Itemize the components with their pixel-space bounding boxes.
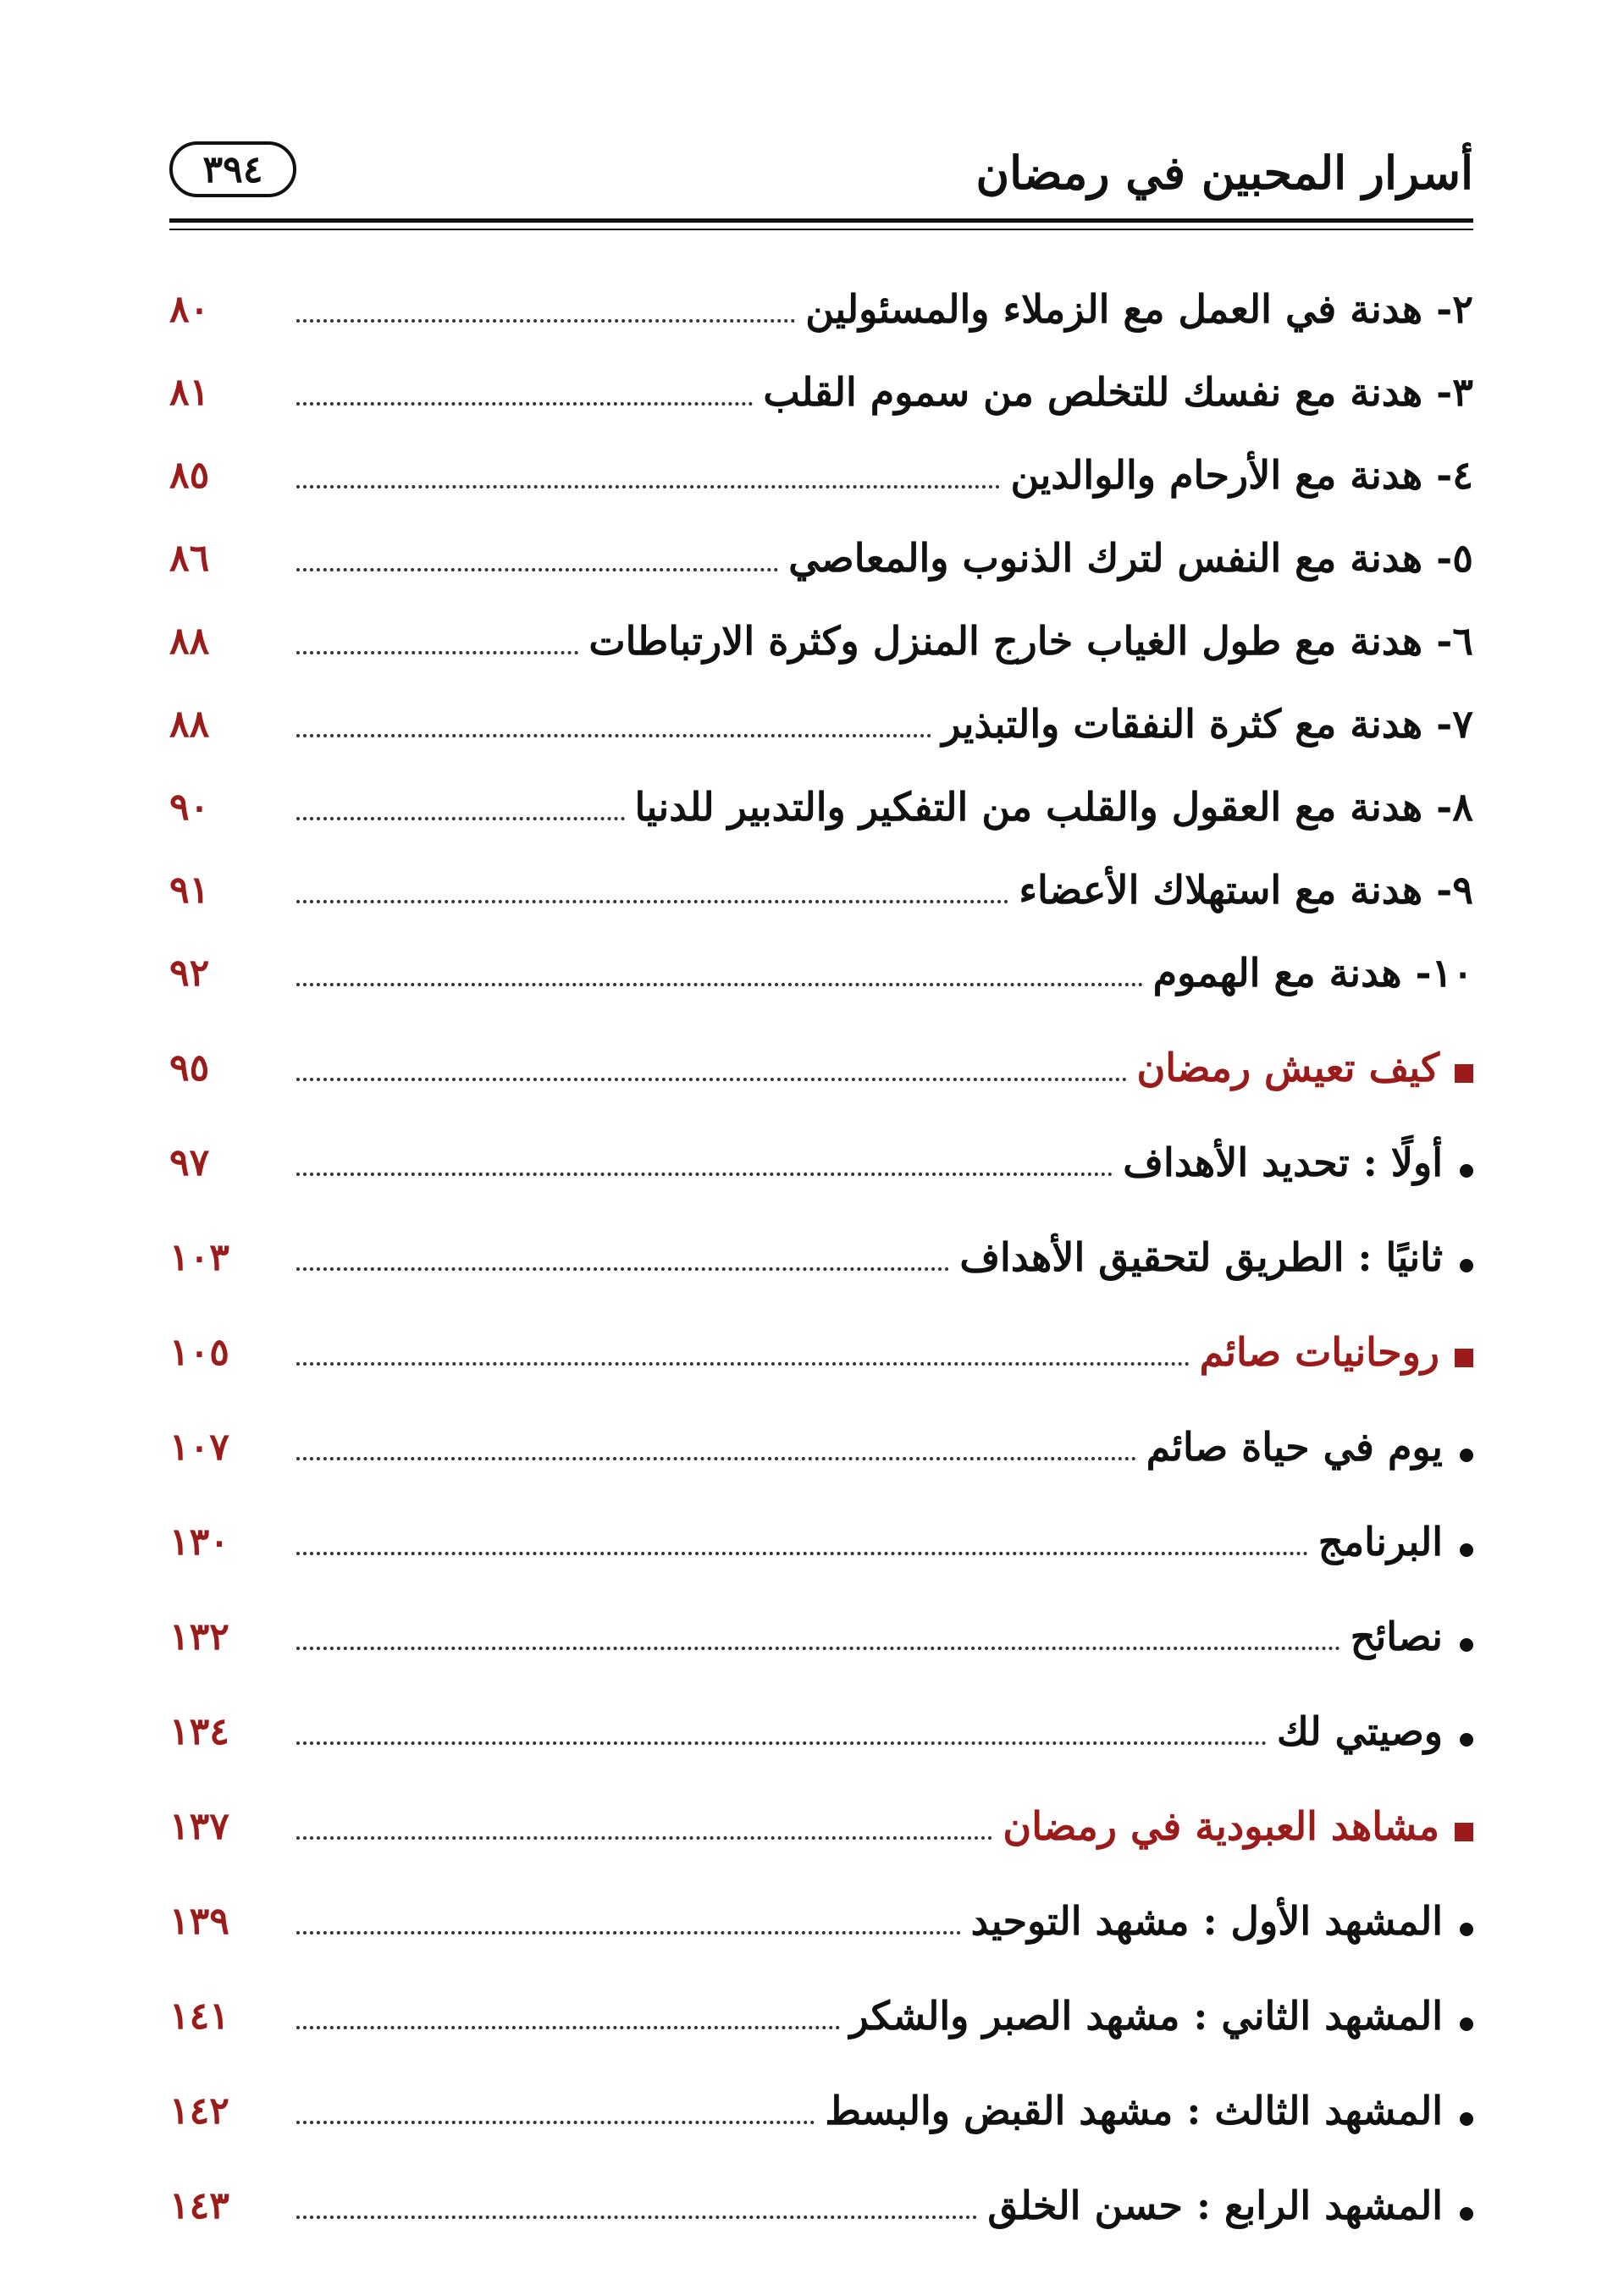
toc-entry-title: وصيتي لك (1276, 1708, 1443, 1754)
toc-entry-title: المشهد الثاني : مشهد الصبر والشكر (849, 1992, 1443, 2039)
toc-page-number: ٨١ (169, 371, 210, 415)
dot-leader (296, 402, 753, 406)
dot-leader (296, 1173, 1113, 1176)
toc-page-number: ١٠٧ (169, 1426, 229, 1470)
dot-leader (296, 485, 1000, 488)
toc-entry[interactable] (169, 424, 1473, 507)
toc-entry-title: يوم في حياة صائم (1146, 1423, 1443, 1470)
bullet-dot-icon (1460, 1923, 1473, 1936)
toc-page-number: ٨٥ (169, 454, 210, 498)
toc-entry[interactable] (169, 1396, 1473, 1479)
toc-entry[interactable] (169, 341, 1473, 424)
dot-leader (296, 1836, 992, 1840)
toc-page-number: ٩٠ (169, 786, 210, 830)
toc-entry-title: ٤- هدنة مع الأرحام والوالدين (1010, 451, 1473, 498)
dot-leader (296, 568, 778, 571)
toc-entry[interactable] (169, 2155, 1473, 2238)
toc-entry[interactable] (169, 258, 1473, 341)
toc-entry-title: ٩- هدنة مع استهلاك الأعضاء (1019, 866, 1473, 913)
dot-leader (296, 2121, 815, 2124)
dot-leader (296, 900, 1008, 903)
toc-entry-title: البرنامج (1317, 1518, 1443, 1565)
toc-page-number: ١٤٣ (169, 2184, 229, 2228)
toc-entry[interactable] (169, 507, 1473, 590)
header-rule-thin (169, 229, 1473, 230)
toc-page-number: ٨٨ (169, 620, 210, 664)
dot-leader (296, 319, 795, 323)
section-square-icon (1455, 1349, 1473, 1367)
toc-entry[interactable] (169, 1206, 1473, 1289)
bullet-dot-icon (1460, 1543, 1473, 1557)
bullet-dot-icon (1460, 1259, 1473, 1272)
toc-entry[interactable] (169, 2060, 1473, 2143)
toc-entry[interactable] (169, 1965, 1473, 2048)
toc-entry-title: ٦- هدنة مع طول الغياب خارج المنزل وكثرة الارتباطات (588, 617, 1473, 664)
toc-page-number: ٩٧ (169, 1141, 210, 1185)
toc-entry-title: نصائح (1350, 1613, 1443, 1659)
toc-page-number: ٩٥ (169, 1046, 210, 1090)
toc-entry-title: المشهد الثالث : مشهد القبض والبسط (825, 2087, 1443, 2133)
toc-page-number: ١٣٤ (169, 1710, 229, 1754)
toc-entry[interactable] (169, 1112, 1473, 1195)
toc-entry-title: أولًا : تحديد الأهداف (1123, 1139, 1443, 1185)
toc-entry-title: المشهد الرابع : حسن الخلق (987, 2182, 1443, 2228)
toc-entry-title: ٨- هدنة مع العقول والقلب من التفكير والتدبير للدنيا (634, 783, 1473, 830)
toc-page-number: ١٣٢ (169, 1615, 229, 1659)
toc-entry[interactable] (169, 590, 1473, 673)
toc-entry-title: ١٠- هدنة مع الهموم (1152, 949, 1473, 996)
bullet-dot-icon (1460, 1733, 1473, 1747)
bullet-dot-icon (1460, 1638, 1473, 1652)
toc-entry-title: ثانيًا : الطريق لتحقيق الأهداف (959, 1234, 1443, 1280)
toc-page-number: ١٣٩ (169, 1900, 229, 1944)
toc-entry[interactable] (169, 1586, 1473, 1669)
toc-page-number: ١٣٧ (169, 1805, 229, 1849)
toc-entry-title: روحانيات صائم (1199, 1328, 1439, 1375)
toc-entry-title: ٧- هدنة مع كثرة النفقات والتبذير (942, 700, 1473, 747)
bullet-dot-icon (1460, 1164, 1473, 1178)
toc-section-heading[interactable] (169, 1775, 1473, 1858)
dot-leader (296, 1647, 1340, 1650)
page-header (169, 140, 1473, 216)
toc-entry-title: المشهد الأول : مشهد التوحيد (970, 1897, 1443, 1944)
header-rule-thick (169, 218, 1473, 223)
toc-page-number: ٩٢ (169, 952, 210, 996)
toc-entry[interactable] (169, 1681, 1473, 1763)
toc-entry[interactable] (169, 922, 1473, 1005)
dot-leader (296, 1267, 949, 1271)
toc-entry-title: كيف تعيش رمضان (1136, 1044, 1439, 1090)
dot-leader (296, 1362, 1190, 1366)
book-title: أسرار المحبين في رمضان (975, 146, 1473, 200)
toc-page-number: ١٠٥ (169, 1331, 229, 1375)
dot-leader (296, 1552, 1308, 1555)
dot-leader (296, 1931, 961, 1934)
toc-page-number: ١٤٢ (169, 2089, 229, 2133)
dot-leader (296, 734, 931, 737)
toc-entry[interactable] (169, 1491, 1473, 1574)
toc-entry-title: ٥- هدنة مع النفس لترك الذنوب والمعاصي (788, 534, 1473, 581)
toc-section-heading[interactable] (169, 1017, 1473, 1100)
bullet-dot-icon (1460, 2017, 1473, 2031)
toc-entry[interactable] (169, 673, 1473, 756)
toc-page-number: ٨٠ (169, 288, 210, 332)
toc-entry-title: ٣- هدنة مع نفسك للتخلص من سموم القلب (763, 368, 1473, 415)
dot-leader (296, 651, 578, 654)
toc-entry[interactable] (169, 839, 1473, 922)
toc-page-number: ٩١ (169, 869, 210, 913)
dot-leader (296, 2026, 840, 2029)
dot-leader (296, 1078, 1127, 1081)
toc-page-number: ٨٨ (169, 703, 210, 747)
toc-page-number: ١٣٠ (169, 1521, 229, 1565)
bullet-dot-icon (1460, 2112, 1473, 2126)
section-square-icon (1455, 1823, 1473, 1841)
dot-leader (296, 1741, 1267, 1745)
page-number-badge: ٣٩٤ (169, 141, 296, 197)
toc-page-number: ١٤١ (169, 1995, 229, 2039)
bullet-dot-icon (1460, 2207, 1473, 2221)
dot-leader (296, 983, 1143, 986)
toc-entry[interactable] (169, 756, 1473, 839)
section-square-icon (1455, 1064, 1473, 1083)
toc-page-number: ٨٦ (169, 537, 210, 581)
dot-leader (296, 1457, 1136, 1460)
dot-leader (296, 817, 625, 820)
toc-section-heading[interactable] (169, 1301, 1473, 1384)
toc-entry[interactable] (169, 1870, 1473, 1953)
table-of-contents (169, 258, 1473, 2238)
toc-entry-title: مشاهد العبودية في رمضان (1003, 1802, 1439, 1849)
toc-page-number: ١٠٣ (169, 1236, 229, 1280)
toc-entry-title: ٢- هدنة في العمل مع الزملاء والمسئولين (805, 285, 1473, 332)
bullet-dot-icon (1460, 1449, 1473, 1462)
dot-leader (296, 2216, 977, 2219)
